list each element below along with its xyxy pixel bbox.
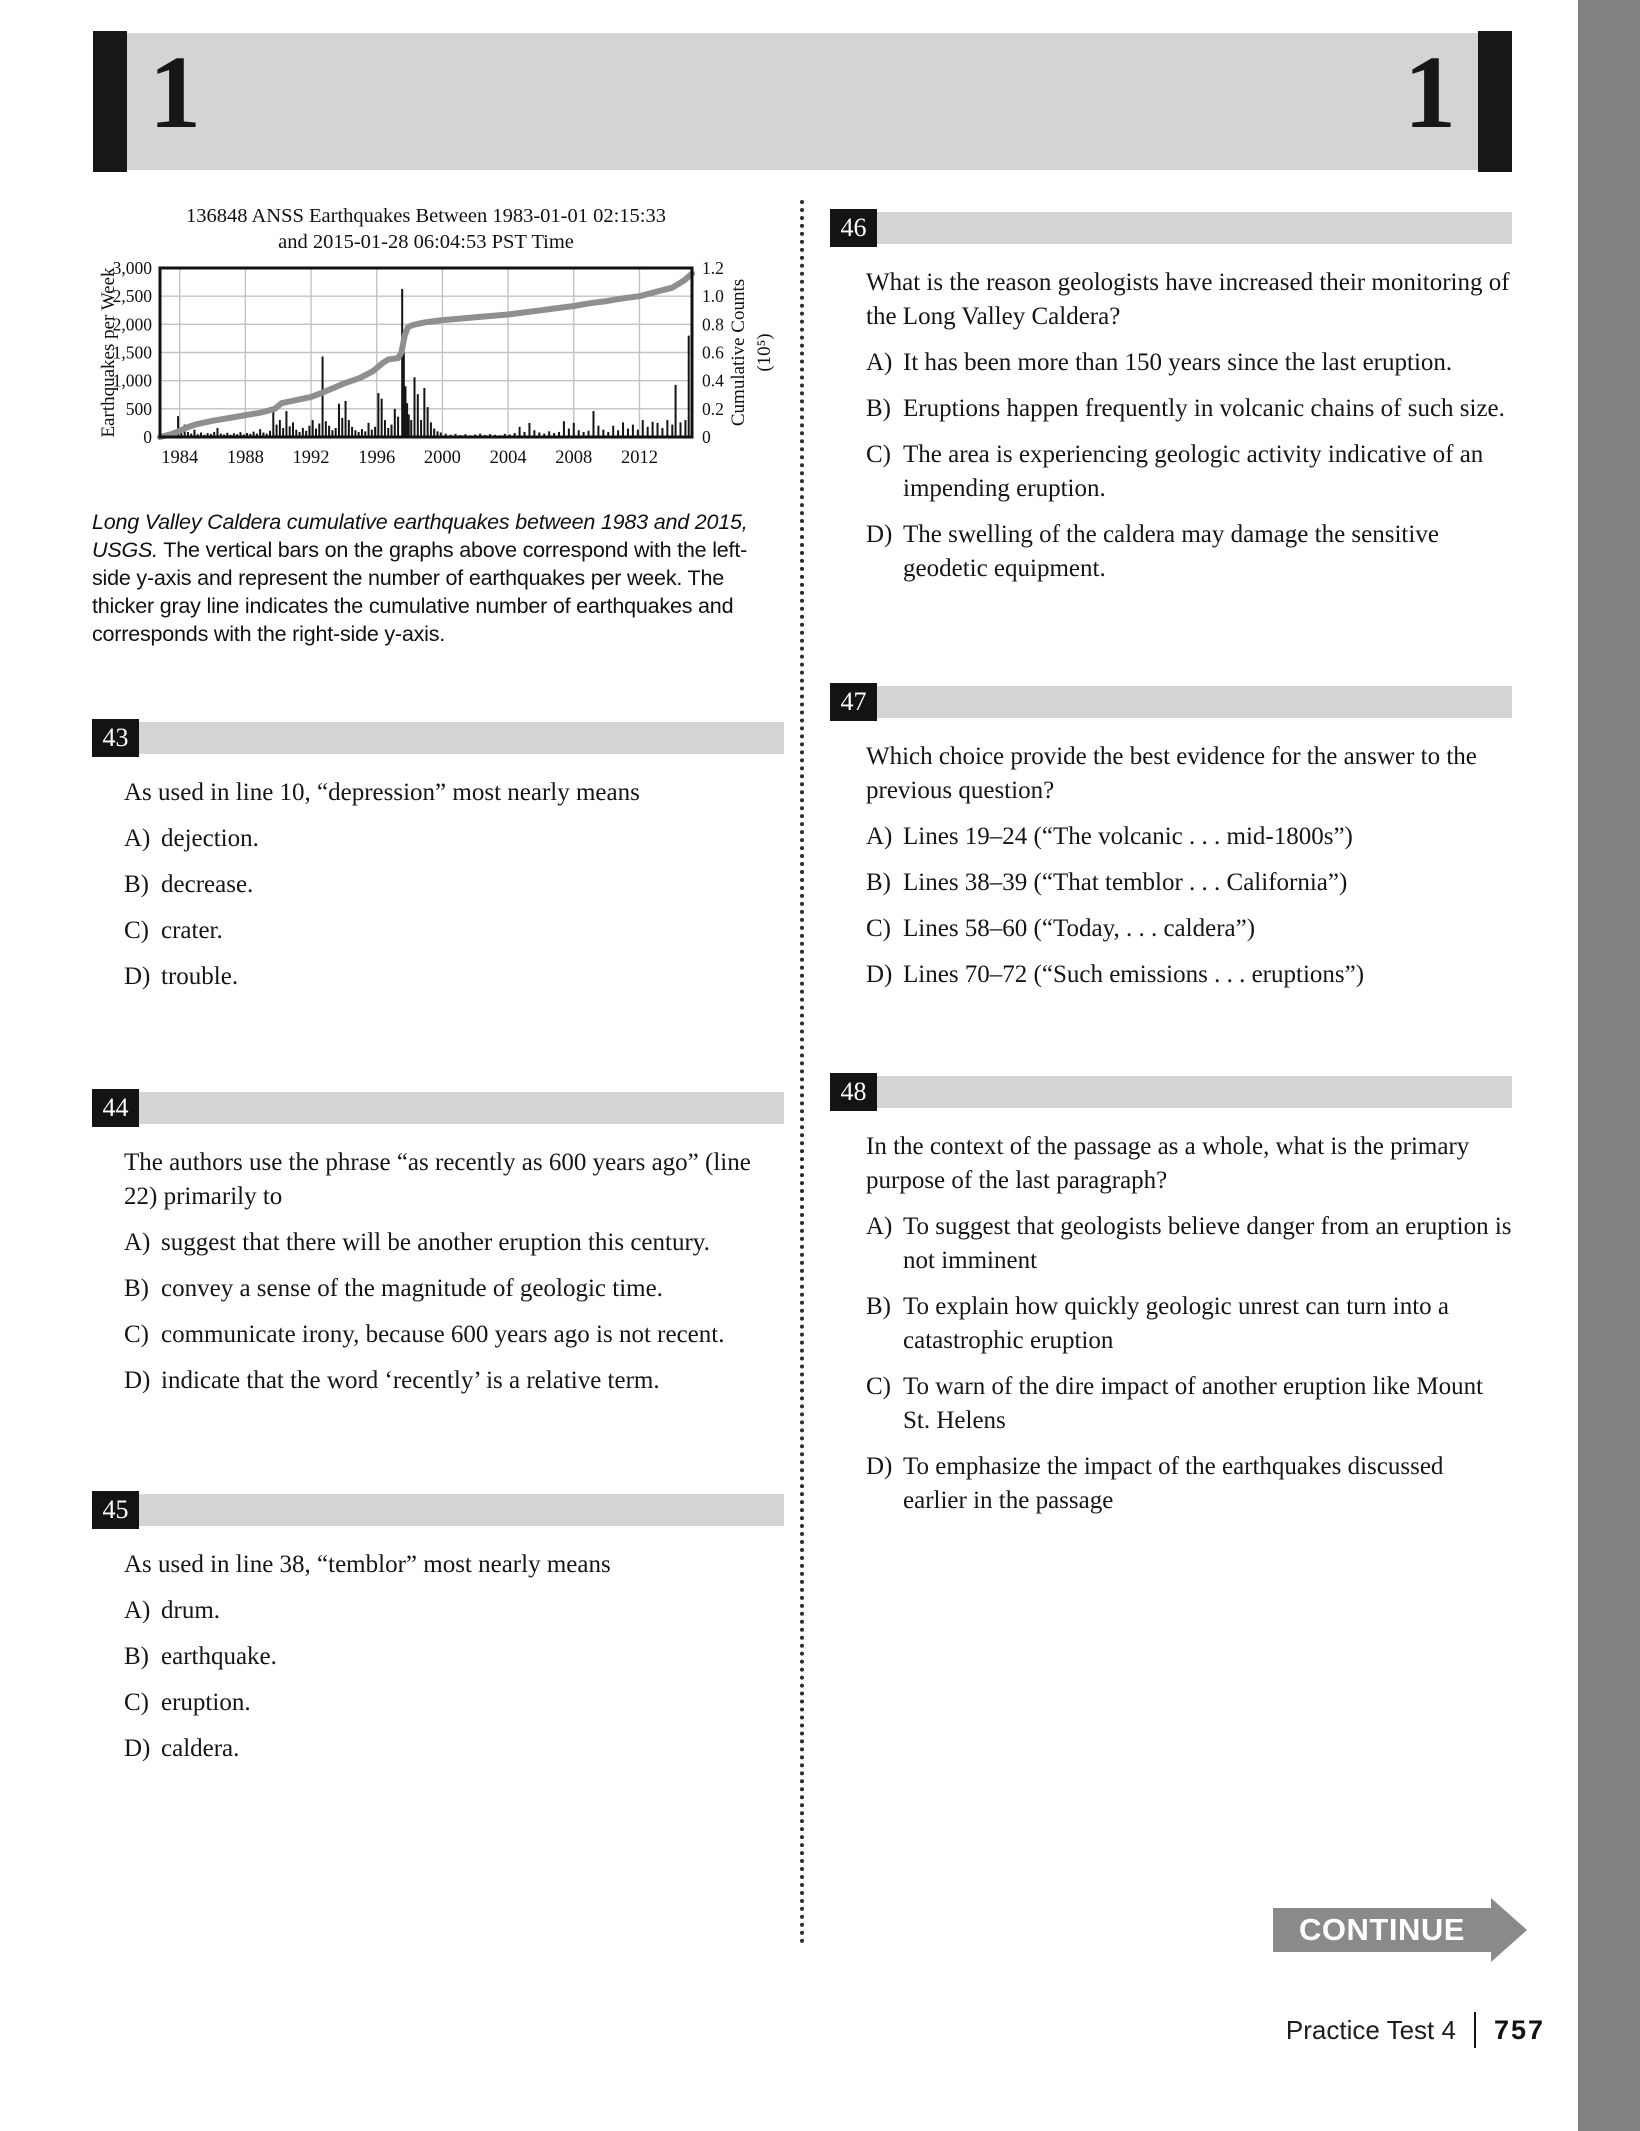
choice-letter: A) [866,823,893,850]
right-column [830,200,1512,1518]
question-48-band [830,1076,1512,1108]
choice-text: To explain how quickly geologic unrest can turn into a catastrophic eruption [903,1293,1450,1354]
choice-text: decrease. [161,871,254,898]
left-tick-label: 3,000 [112,258,152,278]
question-43-band [92,722,784,754]
question-43-choice-b [92,868,784,902]
question-45-choice-d [92,1732,784,1766]
left-axis-title: Earthquakes per Week [98,267,119,438]
choice-letter: A) [124,825,151,852]
choice-text: To warn of the dire impact of another eruption like Mount St. Helens [903,1373,1484,1434]
right-axis-title: Cumulative Counts [728,278,749,427]
choice-letter: A) [866,349,893,376]
question-45-choice-c [92,1686,784,1720]
left-tick-label: 2,000 [112,314,152,335]
choice-text: suggest that there will be another eruption this century. [161,1229,710,1256]
x-tick-label: 2004 [489,448,527,468]
choice-text: The area is experiencing geologic activity indicative of an impending eruption. [903,441,1484,502]
choice-letter: D) [866,961,893,988]
x-tick-label: 2000 [423,448,461,468]
right-tick-label: 1.2 [702,258,724,278]
left-tick-label: 1,000 [112,370,152,391]
question-47-band [830,686,1512,718]
question-46-choice-a [830,346,1512,380]
x-tick-label: 2008 [555,448,593,468]
choice-text: drum. [161,1597,221,1624]
question-46 [830,212,1512,586]
right-tick-label: 0 [702,427,711,447]
question-44-stem: The authors use the phrase “as recently as 600 years ago” (line 22) primarily to [124,1149,751,1210]
question-46-choice-c [830,438,1512,506]
choice-letter: C) [866,441,891,468]
question-46-band [830,212,1512,244]
choice-text: To suggest that geologists believe danger from an eruption is not imminent [903,1213,1512,1274]
question-45-stem: As used in line 38, “temblor” most nearly means [124,1551,611,1578]
header-right-bar [1478,31,1512,172]
choice-letter: D) [124,963,151,990]
header-left-bar [93,31,127,172]
section-number-left: 1 [149,35,201,150]
choice-letter: B) [124,1643,149,1670]
question-45-choice-a [92,1594,784,1628]
continue-text: CONTINUE [1299,1912,1465,1947]
earthquake-chart [92,200,792,500]
footer-test-label: Practice Test 4 [1285,2014,1456,2045]
choice-text: It has been more than 150 years since the last eruption. [903,349,1453,376]
choice-text: indicate that the word ‘recently’ is a relative term. [161,1367,660,1394]
section-number-right: 1 [1404,35,1456,150]
question-43-stem: As used in line 10, “depression” most nearly means [124,779,640,806]
choice-letter: D) [866,521,893,548]
section-header-band [93,33,1512,170]
question-43-choice-d [92,960,784,994]
earthquake-chart-figure [92,200,784,500]
question-48-choice-d [830,1450,1512,1518]
choice-letter: B) [124,871,149,898]
choice-letter: C) [124,1689,149,1716]
question-47 [830,686,1512,992]
question-47-choice-c [830,912,1512,946]
right-tick-label: 0.4 [702,370,724,391]
choice-text: communicate irony, because 600 years ago is not recent. [161,1321,725,1348]
question-46-number: 46 [830,209,877,247]
choice-letter: B) [866,1293,891,1320]
page-edge-strip [1578,0,1640,2131]
x-tick-label: 1996 [358,448,396,468]
question-43 [92,722,784,994]
question-48-choice-b [830,1290,1512,1358]
question-45-band [92,1494,784,1526]
question-44-choice-b [92,1272,784,1306]
choice-letter: A) [124,1597,151,1624]
question-45-choice-b [92,1640,784,1674]
question-43-choice-c [92,914,784,948]
question-44-number: 44 [92,1089,139,1127]
left-tick-label: 2,500 [112,286,152,307]
page-footer [0,2012,1545,2048]
right-tick-label: 0.6 [702,342,724,363]
left-column [92,200,784,1766]
question-47-choice-d [830,958,1512,992]
question-44-band [92,1092,784,1124]
choice-letter: C) [124,917,149,944]
choice-text: earthquake. [161,1643,277,1670]
question-44-choice-d [92,1364,784,1398]
question-46-stem: What is the reason geologists have increased their monitoring of the Long Valley Caldera? [866,269,1510,330]
choice-letter: B) [866,395,891,422]
choice-letter: C) [866,1373,891,1400]
question-46-choice-d [830,518,1512,586]
right-tick-label: 0.8 [702,314,724,335]
choice-text: Eruptions happen frequently in volcanic chains of such size. [903,395,1505,422]
choice-text: trouble. [161,963,239,990]
question-44-choice-c [92,1318,784,1352]
x-tick-label: 1988 [226,448,264,468]
choice-text: Lines 58–60 (“Today, . . . caldera”) [903,915,1256,942]
left-tick-label: 500 [125,398,152,419]
question-45 [92,1494,784,1766]
question-48-choice-c [830,1370,1512,1438]
caption-italic: Long Valley Caldera cumulative earthquakes between 1983 and 2015, USGS. [92,510,748,562]
choice-text: Lines 70–72 (“Such emissions . . . eruptions”) [903,961,1365,988]
choice-letter: D) [124,1735,151,1762]
choice-letter: A) [124,1229,151,1256]
continue-arrow-icon [1491,1898,1527,1962]
question-44 [92,1092,784,1398]
question-48-number: 48 [830,1073,877,1111]
choice-text: crater. [161,917,223,944]
x-tick-label: 2012 [620,448,658,468]
choice-text: Lines 19–24 (“The volcanic . . . mid-1800s”) [903,823,1353,850]
question-47-number: 47 [830,683,877,721]
question-47-choice-b [830,866,1512,900]
choice-letter: B) [866,869,891,896]
x-tick-label: 1992 [292,448,330,468]
choice-letter: A) [866,1213,893,1240]
footer-divider [1474,2012,1476,2048]
right-axis-title-units: (10⁵) [754,333,775,372]
question-48-stem: In the context of the passage as a whole, what is the primary purpose of the last paragraph? [866,1133,1470,1194]
choice-text: The swelling of the caldera may damage the sensitive geodetic equipment. [903,521,1439,582]
cumulative-line [160,274,692,437]
question-44-choice-a [92,1226,784,1260]
choice-text: eruption. [161,1689,251,1716]
choice-letter: D) [866,1453,893,1480]
choice-letter: C) [124,1321,149,1348]
question-45-number: 45 [92,1491,139,1529]
question-47-choice-a [830,820,1512,854]
right-tick-label: 0.2 [702,398,724,419]
choice-text: dejection. [161,825,259,852]
continue-button[interactable] [1273,1898,1527,1962]
choice-letter: B) [124,1275,149,1302]
right-tick-label: 1.0 [702,286,724,307]
caption-body: The vertical bars on the graphs above correspond with the left-side y-axis and represent the number of earthquakes per week. The thicker gray line indicates the cumulative number of earthquakes and corresponds with the right-side y-axis. [92,538,748,646]
continue-label [1273,1908,1491,1952]
question-48 [830,1076,1512,1518]
choice-text: convey a sense of the magnitude of geologic time. [161,1275,663,1302]
choice-letter: C) [866,915,891,942]
footer-page-number: 757 [1493,2014,1545,2045]
question-43-choice-a [92,822,784,856]
chart-title-line1: 136848 ANSS Earthquakes Between 1983-01-01 02:15:33 [186,205,666,227]
x-tick-label: 1984 [161,448,199,468]
figure-caption [92,508,784,648]
left-tick-label: 0 [143,427,152,447]
question-46-choice-b [830,392,1512,426]
column-divider [800,200,804,1945]
left-tick-label: 1,500 [112,342,152,363]
question-47-stem: Which choice provide the best evidence for the answer to the previous question? [866,743,1477,804]
choice-text: caldera. [161,1735,240,1762]
question-43-number: 43 [92,719,139,757]
question-48-choice-a [830,1210,1512,1278]
choice-letter: D) [124,1367,151,1394]
choice-text: To emphasize the impact of the earthquakes discussed earlier in the passage [903,1453,1444,1514]
chart-title-line2: and 2015-01-28 06:04:53 PST Time [278,231,574,253]
choice-text: Lines 38–39 (“That temblor . . . California”) [903,869,1348,896]
